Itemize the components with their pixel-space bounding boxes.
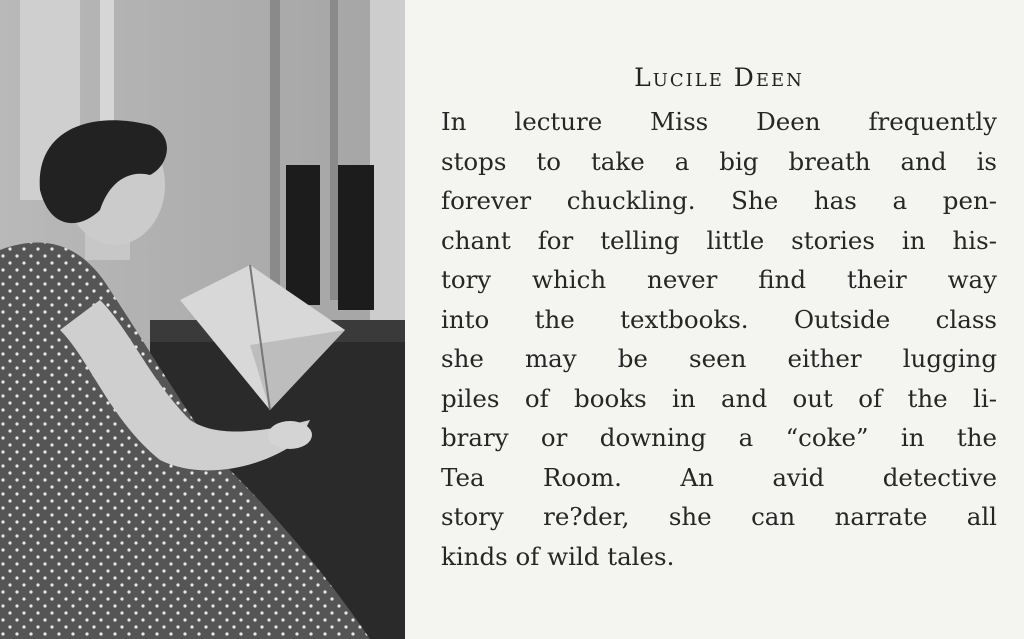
portrait-photo: [0, 0, 405, 639]
article-line: forever chuckling. She has a pen-: [441, 186, 997, 215]
article-line: into the textbooks. Outside class: [441, 304, 997, 334]
article-line: stops to take a big breath and is: [441, 146, 997, 176]
article-line: Tea Room. An avid detective: [441, 462, 997, 492]
article-line: piles of books in and out of the li-: [441, 383, 997, 413]
article-line: tory which never find their way: [441, 265, 997, 294]
article-heading: Lucile Deen: [634, 63, 804, 92]
article-line: chant for telling little stories in his-: [441, 225, 997, 255]
article-line: story re?der, she can narrate all: [441, 502, 997, 531]
article-line: kinds of wild tales.: [441, 541, 675, 571]
article-line: In lecture Miss Deen frequently: [441, 107, 997, 136]
photo-illustration: [0, 0, 405, 639]
article-line: she may be seen either lugging: [441, 344, 997, 373]
article-line: brary or downing a “coke” in the: [441, 423, 997, 452]
article-text: [441, 58, 997, 576]
